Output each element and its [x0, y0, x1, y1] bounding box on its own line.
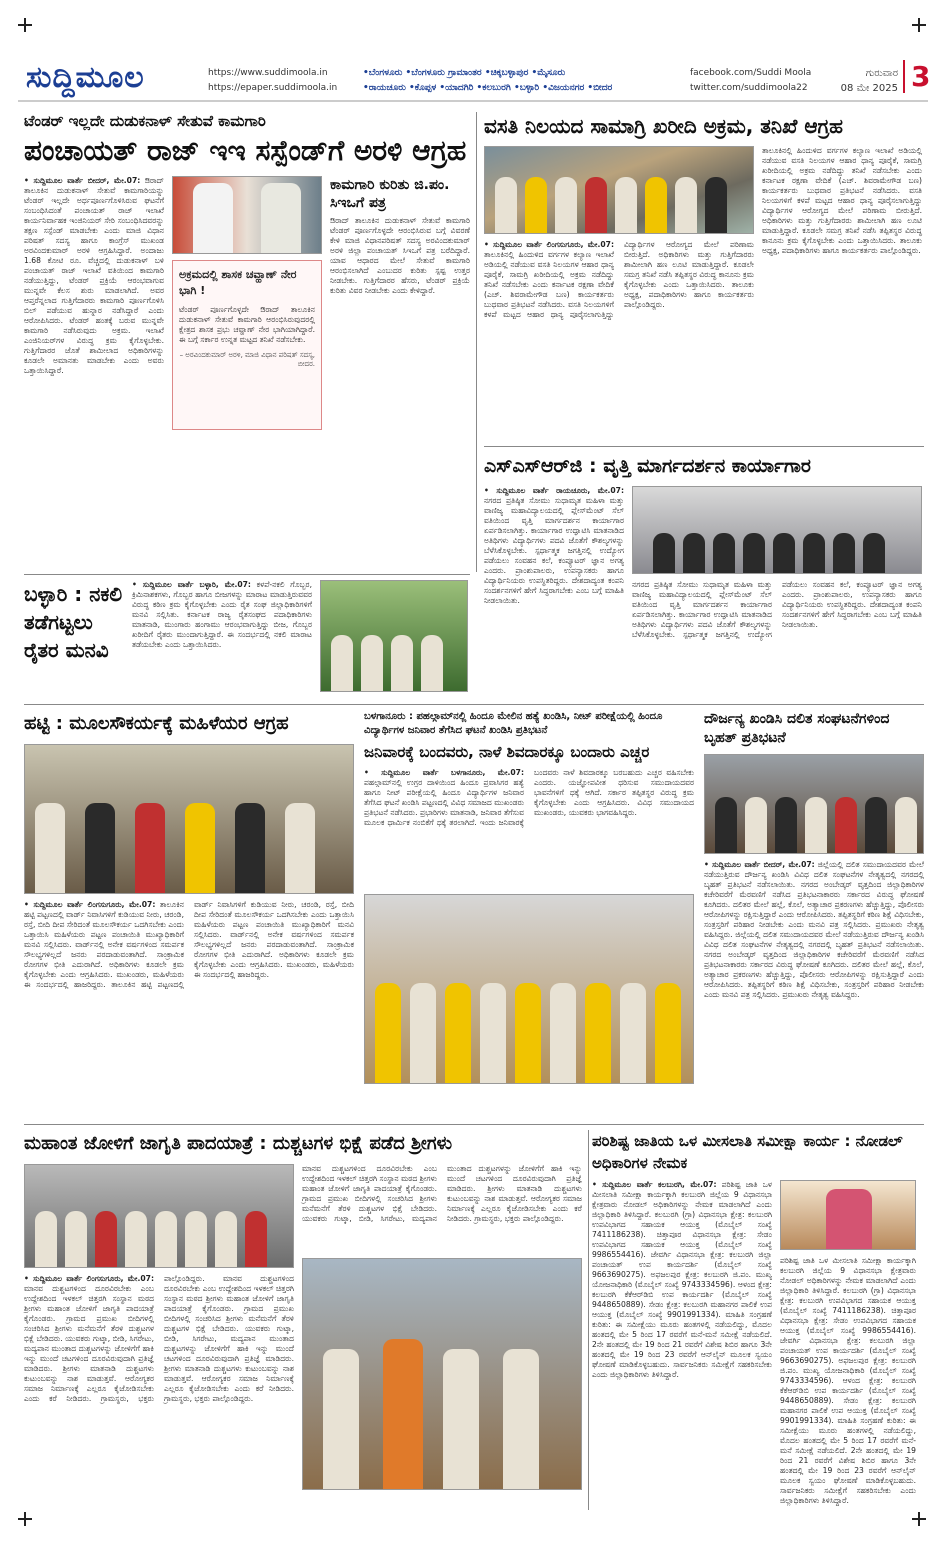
dateline: • ಸುದ್ದಿಮೂಲ ವಾರ್ತೆ ಲಿಂಗಸುಗೂರು, ಮೇ.07: — [484, 240, 614, 249]
left-block — [24, 1164, 294, 1490]
body-text-continued: ತಾಲೂಕಿನ ಹಟ್ಟಿ ಪಟ್ಟಣದಲ್ಲಿ ವಾರ್ಡ್ ನಿವಾಸಿಗಳಿಗೆ ಕುಡಿಯುವ ನೀರು, ಚರಂಡಿ, ರಸ್ತೆ, ಬೀದಿ ದೀಪ ಸೇರಿದಂತೆ ಮೂಲಸೌಕರ್ಯ ಒದಗಿಸಬೇಕು ಎಂದು ಒತ್ತಾಯಿಸಿ ಮಹಿಳೆಯರು ಪಟ್ಟಣ ಪಂಚಾಯಿತಿ ಮುಖ್ಯಾಧಿಕಾರಿಗೆ ಮನವಿ ಸಲ್ಲಿಸಿದರು. ವಾರ್ಡ್‌ನಲ್ಲಿ ಅನೇಕ ವರ್ಷಗಳಿಂದ ಸಮರ್ಪಕ ಸೌಲಭ್ಯಗಳಿಲ್ಲದೆ ಜನರು ಪರದಾಡುವಂತಾಗಿದೆ. ಸಾಂಕ್ರಾಮಿಕ ರೋಗಗಳ ಭೀತಿ ಎದುರಾಗಿದೆ. ಅಧಿಕಾರಿಗಳು ಕೂಡಲೇ ಕ್ರಮ ಕೈಗೊಳ್ಳಬೇಕು ಎಂದು ಆಗ್ರಹಿಸಿದರು. ಮುಖಂಡರು, ಮಹಿಳೆಯರು ಈ ಸಂದರ್ಭದಲ್ಲಿ ಹಾಜರಿದ್ದರು. — [111, 900, 354, 989]
body-text-continued: ಜಿಲ್ಲೆಯಲ್ಲಿ ದಲಿತ ಸಮುದಾಯದವರ ಮೇಲೆ ನಡೆಯುತ್ತಿರುವ ದೌರ್ಜನ್ಯ ಖಂಡಿಸಿ ವಿವಿಧ ದಲಿತ ಸಂಘಟನೆಗಳ ನೇತೃತ್ವದಲ್ಲಿ ನಗರದಲ್ಲಿ ಬೃಹತ್ ಪ್ರತಿಭಟನೆ ನಡೆಸಲಾಯಿತು. ನಗರದ ಅಂಬೇಡ್ಕರ್ ವೃತ್ತದಿಂದ ಜಿಲ್ಲಾಧಿಕಾರಿಗಳ ಕಚೇರಿವರೆಗೆ ಮೆರವಣಿಗೆ ನಡೆಸಿದ ಪ್ರತಿಭಟನಾಕಾರರು ಸರ್ಕಾರದ ವಿರುದ್ಧ ಘೋಷಣೆ ಕೂಗಿದರು. ದಲಿತರ ಮೇಲೆ ಹಲ್ಲೆ, ಕೊಲೆ, ಅತ್ಯಾಚಾರ ಪ್ರಕರಣಗಳು ಹೆಚ್ಚುತ್ತಿದ್ದು, ಪೊಲೀಸರು ಆರೋಪಿಗಳನ್ನು ರಕ್ಷಿಸುತ್ತಿದ್ದಾರೆ ಎಂದು ಆರೋಪಿಸಿದರು. ತಪ್ಪಿತಸ್ಥರಿಗೆ ಕಠಿಣ ಶಿಕ್ಷೆ ವಿಧಿಸಬೇಕು, ಸಂತ್ರಸ್ತರಿಗೆ ಪರಿಹಾರ ನೀಡಬೇಕು ಎಂದು ಮನವಿ ಪತ್ರ ಸಲ್ಲಿಸಿದರು. ಪ್ರಮುಖರು ನೇತೃತ್ವ ವಹಿಸಿದ್ದರು. — [704, 930, 924, 999]
section-rule — [484, 446, 924, 447]
dateline: • ಸುದ್ದಿಮೂಲ ವಾರ್ತೆ ಬೀದರ್, ಮೇ.07: — [704, 860, 815, 869]
body-text-continued: ಪರಿಶಿಷ್ಟ ಜಾತಿ ಒಳ ಮೀಸಲಾತಿ ಸಮೀಕ್ಷಾ ಕಾರ್ಯಕ್ಕಾಗಿ ಕಲಬುರಗಿ ಜಿಲ್ಲೆಯ 9 ವಿಧಾನಸಭಾ ಕ್ಷೇತ್ರವಾರು ನೋಡಲ್ ಅಧಿಕಾರಿಗಳನ್ನು ನೇಮಕ ಮಾಡಲಾಗಿದೆ ಎಂದು ಜಿಲ್ಲಾಧಿಕಾರಿ ತಿಳಿಸಿದ್ದಾರೆ. ಕಲಬುರಗಿ (ಗ್ರಾ) ವಿಧಾನಸಭಾ ಕ್ಷೇತ್ರ: ಕಲಬುರಗಿ ಉಪವಿಭಾಗದ ಸಹಾಯಕ ಆಯುಕ್ತ (ಮೊಬೈಲ್ ಸಂಖ್ಯೆ 7411186238). ಚಿತ್ತಾಪೂರ ವಿಧಾನಸಭಾ ಕ್ಷೇತ್ರ: ಸೇಡಂ ಉಪವಿಭಾಗದ ಸಹಾಯಕ ಆಯುಕ್ತ (ಮೊಬೈಲ್ ಸಂಖ್ಯೆ 9986554416). ಜೇವರ್ಗಿ ವಿಧಾನಸಭಾ ಕ್ಷೇತ್ರ: ಕಲಬುರಗಿ ಜಿಲ್ಲಾ ಪಂಚಾಯತ್ ಉಪ ಕಾರ್ಯದರ್ಶಿ (ಮೊಬೈಲ್ ಸಂಖ್ಯೆ 9663690275). ಅಫಜಲಪುರ ಕ್ಷೇತ್ರ: ಕಲಬುರಗಿ ಜಿ.ಪಂ. ಮುಖ್ಯ ಯೋಜನಾಧಿಕಾರಿ (ಮೊಬೈಲ್ ಸಂಖ್ಯೆ 9743334596). ಆಳಂದ ಕ್ಷೇತ್ರ: ಕಲಬುರಗಿ ಕೆಕೆಆರ್‌ಡಿಬಿ ಉಪ ಕಾರ್ಯದರ್ಶಿ (ಮೊಬೈಲ್ ಸಂಖ್ಯೆ 9448650889). ಸೇಡಂ ಕ್ಷೇತ್ರ: ಕಲಬುರಗಿ ಮಹಾನಗರ ಪಾಲಿಕೆ ಉಪ ಆಯುಕ್ತ (ಮೊಬೈಲ್ ಸಂಖ್ಯೆ 9901991334). ಮಾಹಿತಿ ಸಂಗ್ರಹಣೆ ಕುರಿತು: ಈ ಸಮೀಕ್ಷೆಯು ಮೂರು ಹಂತಗಳಲ್ಲಿ ನಡೆಯಲಿದ್ದು, ಮೊದಲ ಹಂತದಲ್ಲಿ ಮೇ 5 ರಿಂದ 17 ರವರೆಗೆ ಮನೆ-ಮನೆ ಸಮೀಕ್ಷೆ ನಡೆಯಲಿದೆ. 2ನೇ ಹಂತದಲ್ಲಿ ಮೇ 19 ರಿಂದ 21 ರವರೆಗೆ ವಿಶೇಷ ಶಿಬಿರ ಹಾಗೂ 3ನೇ ಹಂತದಲ್ಲಿ ಮೇ 19 ರಿಂದ 23 ರವರೆಗೆ ಆನ್‌ಲೈನ್ ಮೂಲಕ ಸ್ವಯಂ ಘೋಷಣೆ ಮಾಡಿಕೊಳ್ಳಬಹುದು. ಸಾರ್ವಜನಿಕರು ಸಮೀಕ್ಷೆಗೆ ಸಹಕರಿಸಬೇಕು ಎಂದು ಜಿಲ್ಲಾಧಿಕಾರಿಗಳು ತಿಳಿಸಿದ್ದಾರೆ. — [780, 1256, 916, 1505]
body-text-continued: ಮಾನವ ದುಶ್ಚಟಗಳಿಂದ ದೂರವಿರಬೇಕು ಎಂಬ ಉದ್ದೇಶದಿಂದ ಇಳಕಲ್ ಚಿತ್ತರಗಿ ಸಂಸ್ಥಾನ ಮಠದ ಶ್ರೀಗಳು ಮಹಾಂತ ಜೋಳಿಗೆ ಜಾಗೃತಿ ಪಾದಯಾತ್ರೆ ಕೈಗೊಂಡರು. ಗ್ರಾಮದ ಪ್ರಮುಖ ಬೀದಿಗಳಲ್ಲಿ ಸಂಚರಿಸಿದ ಶ್ರೀಗಳು ಮನೆಮನೆಗೆ ತೆರಳಿ ದುಶ್ಚಟಗಳ ಭಿಕ್ಷೆ ಬೇಡಿದರು. ಯುವಕರು ಗುಟ್ಕಾ, ಬೀಡಿ, ಸಿಗರೇಟು, ಮದ್ಯಪಾನ ಮುಂತಾದ ದುಶ್ಚಟಗಳನ್ನು ಜೋಳಿಗೆಗೆ ಹಾಕಿ ಇನ್ನು ಮುಂದೆ ಚಟಗಳಿಂದ ದೂರವಿರುವುದಾಗಿ ಪ್ರತಿಜ್ಞೆ ಮಾಡಿದರು. ಶ್ರೀಗಳು ಮಾತನಾಡಿ ದುಶ್ಚಟಗಳು ಕುಟುಂಬವನ್ನು ನಾಶ ಮಾಡುತ್ತವೆ. ಆರೋಗ್ಯಕರ ಸಮಾಜ ನಿರ್ಮಾಣಕ್ಕೆ ಎಲ್ಲರೂ ಕೈಜೋಡಿಸಬೇಕು ಎಂದು ಕರೆ ನೀಡಿದರು. ಗ್ರಾಮಸ್ಥರು, ಭಕ್ತರು ಪಾಲ್ಗೊಂಡಿದ್ದರು. — [164, 1274, 294, 1403]
body-text-continued: ನಗರದ ಪ್ರತಿಷ್ಠಿತ ಸೋಮು ಸುಧಾಮೃತ ಮಹಿಳಾ ಮತ್ತು ವಾಣಿಜ್ಯ ಮಹಾವಿದ್ಯಾಲಯದಲ್ಲಿ ಪ್ಲೇಸ್‌ಮೆಂಟ್ ಸೆಲ್ ವತಿಯಿಂದ ವೃತ್ತಿ ಮಾರ್ಗದರ್ಶನ ಕಾರ್ಯಾಗಾರ ಏರ್ಪಡಿಸಲಾಗಿತ್ತು. ಕಾರ್ಯಾಗಾರ ಉದ್ಘಾಟಿಸಿ ಮಾತನಾಡಿದ ಅತಿಥಿಗಳು ವಿದ್ಯಾರ್ಥಿಗಳು ಪದವಿ ಜೊತೆಗೆ ಕೌಶಲ್ಯಗಳನ್ನು ಬೆಳೆಸಿಕೊಳ್ಳಬೇಕು. ಸ್ಪರ್ಧಾತ್ಮಕ ಜಗತ್ತಿನಲ್ಲಿ ಉದ್ಯೋಗ ಪಡೆಯಲು ಸಂವಹನ ಕಲೆ, ಕಂಪ್ಯೂಟರ್ ಜ್ಞಾನ ಅಗತ್ಯ ಎಂದರು. ಪ್ರಾಂಶುಪಾಲರು, ಉಪನ್ಯಾಸಕರು ಹಾಗೂ ವಿದ್ಯಾರ್ಥಿನಿಯರು ಉಪಸ್ಥಿತರಿದ್ದರು. ದೇಶದಾದ್ಯಂತ ಕಂಪನಿ ಸಂದರ್ಶನಗಳಿಗೆ ಹೇಗೆ ಸಿದ್ಧರಾಗಬೇಕು ಎಂಬ ಬಗ್ಗೆ ಮಾಹಿತಿ ನೀಡಲಾಯಿತು. — [632, 580, 922, 639]
section-rule — [24, 704, 924, 705]
epaper-link[interactable]: https://epaper.suddimoola.in — [208, 83, 338, 93]
story-headline: ವಸತಿ ನಿಲಯದ ಸಾಮಾಗ್ರಿ ಖರೀದಿ ಅಕ್ರಮ, ತನಿಖೆ ಆಗ್ರಹ — [484, 114, 844, 138]
story-headline: ಬಳ್ಳಾರಿ : ನಕಲಿ ತಡೆಗಟ್ಟಲು ರೈತರ ಮನವಿ — [24, 582, 123, 662]
dateline: • ಸುದ್ದಿಮೂಲ ವಾರ್ತೆ ಲಿಂಗಸುಗೂರು, ಮೇ.07: — [24, 900, 156, 909]
section-rule — [24, 1124, 924, 1125]
twitter-link[interactable]: twitter.com/suddimoola22 — [690, 83, 808, 93]
box-headline: ಅಕ್ರಮದಲ್ಲಿ ಶಾಸಕ ಚವ್ಹಾಣ್ ನೇರ ಭಾಗಿ ! — [179, 268, 297, 297]
swamiji-photo — [302, 1258, 582, 1490]
story-fake-seeds — [24, 580, 470, 700]
body-text: ತಾಲೂಕಿನಲ್ಲಿ ಹಿಂದುಳಿದ ವರ್ಗಗಳ ಕಲ್ಯಾಣ ಇಲಾಖೆ ಅಡಿಯಲ್ಲಿ ನಡೆಯುವ ವಸತಿ ನಿಲಯಗಳ ಆಹಾರ ಧಾನ್ಯ ಪೂರೈಕೆ, ಸಾಮಗ್ರಿ ಖರೀದಿಯಲ್ಲಿ ಅಕ್ರಮ ನಡೆದಿದ್ದು ತನಿಖೆ ನಡೆಸಬೇಕು ಎಂದು ಕರ್ನಾಟಕ ರಕ್ಷಣಾ ವೇದಿಕೆ (ಎಚ್. ಶಿವರಾಮೇಗೌಡ ಬಣ) ಕಾರ್ಯಕರ್ತರು ಬುಧವಾರ ಪ್ರತಿಭಟನೆ ನಡೆಸಿದರು. ವಸತಿ ನಿಲಯಗಳಿಗೆ ಕಳಪೆ ಮಟ್ಟದ ಆಹಾರ ಧಾನ್ಯ ಪೂರೈಸಲಾಗುತ್ತಿದ್ದು ವಿದ್ಯಾರ್ಥಿಗಳ ಆರೋಗ್ಯದ ಮೇಲೆ ಪರಿಣಾಮ ಬೀರುತ್ತಿದೆ. ಅಧಿಕಾರಿಗಳು ಮತ್ತು ಗುತ್ತಿಗೆದಾರರು ಶಾಮೀಲಾಗಿ ಹಣ ಲೂಟಿ ಮಾಡುತ್ತಿದ್ದಾರೆ. ಕೂಡಲೇ ಸಮಗ್ರ ತನಿಖೆ ನಡೆಸಿ ತಪ್ಪಿತಸ್ಥರ ವಿರುದ್ಧ ಕಾನೂನು ಕ್ರಮ ಕೈಗೊಳ್ಳಬೇಕು ಎಂದು ಒತ್ತಾಯಿಸಿದರು. ತಾಲೂಕು ಅಧ್ಯಕ್ಷ, ಪದಾಧಿಕಾರಿಗಳು ಹಾಗೂ ಕಾರ್ಯಕರ್ತರು ಪಾಲ್ಗೊಂಡಿದ್ದರು. — [484, 240, 754, 319]
registration-mark-top-right — [912, 18, 926, 32]
story-headline: ಪರಿಶಿಷ್ಟ ಜಾತಿಯ ಒಳ ಮೀಸಲಾತಿ ಸಮೀಕ್ಷಾ ಕಾರ್ಯ : ನೋಡಲ್ ಅಧಿಕಾರಿಗಳ ನೇಮಕ — [592, 1132, 903, 1172]
body-text: ಕಳಪೆ-ನಕಲಿ ಗೊಬ್ಬರ, ಕ್ರಿಮಿನಾಶಕಗಳು, ಗೊಬ್ಬರ ಹಾಗೂ ಬೀಜಗಳನ್ನು ಮಾರಾಟ ಮಾಡುತ್ತಿರುವವರ ವಿರುದ್ಧ ಕಠಿಣ ಕ್ರಮ ಕೈಗೊಳ್ಳಬೇಕು ಎಂದು ರೈತ ಸಂಘ ಜಿಲ್ಲಾಧಿಕಾರಿಗಳಿಗೆ ಮನವಿ ಸಲ್ಲಿಸಿತು. ಕರ್ನಾಟಕ ರಾಜ್ಯ ರೈತಸಂಘದ ಪದಾಧಿಕಾರಿಗಳು ಮಾತನಾಡಿ, ಮುಂಗಾರು ಹಂಗಾಮು ಆರಂಭವಾಗುತ್ತಿದ್ದು ಬೀಜ, ಗೊಬ್ಬರ ಖರೀದಿಗೆ ರೈತರು ಮುಂದಾಗುತ್ತಿದ್ದಾರೆ. ಈ ಸಂದರ್ಭದಲ್ಲಿ ನಕಲಿ ಮಾರಾಟ ತಡೆಯಬೇಕು ಎಂದು ಒತ್ತಾಯಿಸಿದರು. — [132, 580, 312, 649]
district-line-2: •ರಾಯಚೂರು •ಕೊಪ್ಪಳ •ಯಾದಗಿರಿ •ಕಲಬುರಗಿ •ಬಳ್ಳಾರಿ •ವಿಜಯನಗರ •ಬೀದರ — [363, 83, 613, 93]
story-headline: ಎಸ್‌ಎಸ್‌ಆರ್‌ಜಿ : ವೃತ್ತಿ ಮಾರ್ಗದರ್ಶನ ಕಾರ್ಯಾಗಾರ — [484, 455, 811, 477]
district-line-1: •ಬೆಂಗಳೂರು •ಬೆಂಗಳೂರು ಗ್ರಾಮಾಂತರ •ಚಿಕ್ಕಬಳ್ಳಾಪುರ •ಮೈಸೂರು — [363, 68, 566, 78]
newspaper-logo: ಸುದ್ದಿಮೂಲ — [26, 60, 145, 95]
social-links — [690, 66, 811, 96]
dateline: • ಸುದ್ದಿಮೂಲ ವಾರ್ತೆ ಕಲಬುರಗಿ, ಮೇ.07: — [592, 1180, 717, 1189]
column-rule — [476, 112, 477, 572]
right-block — [632, 486, 922, 696]
body-text: ಪರಿಶಿಷ್ಟ ಜಾತಿ ಒಳ ಮೀಸಲಾತಿ ಸಮೀಕ್ಷಾ ಕಾರ್ಯಕ್ಕಾಗಿ ಕಲಬುರಗಿ ಜಿಲ್ಲೆಯ 9 ವಿಧಾನಸಭಾ ಕ್ಷೇತ್ರವಾರು ನೋಡಲ್ ಅಧಿಕಾರಿಗಳನ್ನು ನೇಮಕ ಮಾಡಲಾಗಿದೆ ಎಂದು ಜಿಲ್ಲಾಧಿಕಾರಿ ತಿಳಿಸಿದ್ದಾರೆ. ಕಲಬುರಗಿ (ಗ್ರಾ) ವಿಧಾನಸಭಾ ಕ್ಷೇತ್ರ: ಕಲಬುರಗಿ ಉಪವಿಭಾಗದ ಸಹಾಯಕ ಆಯುಕ್ತ (ಮೊಬೈಲ್ ಸಂಖ್ಯೆ 7411186238). ಚಿತ್ತಾಪೂರ ವಿಧಾನಸಭಾ ಕ್ಷೇತ್ರ: ಸೇಡಂ ಉಪವಿಭಾಗದ ಸಹಾಯಕ ಆಯುಕ್ತ (ಮೊಬೈಲ್ ಸಂಖ್ಯೆ 9986554416). ಜೇವರ್ಗಿ ವಿಧಾನಸಭಾ ಕ್ಷೇತ್ರ: ಕಲಬುರಗಿ ಜಿಲ್ಲಾ ಪಂಚಾಯತ್ ಉಪ ಕಾರ್ಯದರ್ಶಿ (ಮೊಬೈಲ್ ಸಂಖ್ಯೆ 9663690275). ಅಫಜಲಪುರ ಕ್ಷೇತ್ರ: ಕಲಬುರಗಿ ಜಿ.ಪಂ. ಮುಖ್ಯ ಯೋಜನಾಧಿಕಾರಿ (ಮೊಬೈಲ್ ಸಂಖ್ಯೆ 9743334596). ಆಳಂದ ಕ್ಷೇತ್ರ: ಕಲಬುರಗಿ ಕೆಕೆಆರ್‌ಡಿಬಿ ಉಪ ಕಾರ್ಯದರ್ಶಿ (ಮೊಬೈಲ್ ಸಂಖ್ಯೆ 9448650889). ಸೇಡಂ ಕ್ಷೇತ್ರ: ಕಲಬುರಗಿ ಮಹಾನಗರ ಪಾಲಿಕೆ ಉಪ ಆಯುಕ್ತ (ಮೊಬೈಲ್ ಸಂಖ್ಯೆ 9901991334). ಮಾಹಿತಿ ಸಂಗ್ರಹಣೆ ಕುರಿತು: ಈ ಸಮೀಕ್ಷೆಯು ಮೂರು ಹಂತಗಳಲ್ಲಿ ನಡೆಯಲಿದ್ದು, ಮೊದಲ ಹಂತದಲ್ಲಿ ಮೇ 5 ರಿಂದ 17 ರವರೆಗೆ ಮನೆ-ಮನೆ ಸಮೀಕ್ಷೆ ನಡೆಯಲಿದೆ. 2ನೇ ಹಂತದಲ್ಲಿ ಮೇ 19 ರಿಂದ 21 ರವರೆಗೆ ವಿಶೇಷ ಶಿಬಿರ ಹಾಗೂ 3ನೇ ಹಂತದಲ್ಲಿ ಮೇ 19 ರಿಂದ 23 ರವರೆಗೆ ಆನ್‌ಲೈನ್ ಮೂಲಕ ಸ್ವಯಂ ಘೋಷಣೆ ಮಾಡಿಕೊಳ್ಳಬಹುದು. ಸಾರ್ವಜನಿಕರು ಸಮೀಕ್ಷೆಗೆ ಸಹಕರಿಸಬೇಕು ಎಂದು ಜಿಲ್ಲಾಧಿಕಾರಿಗಳು ತಿಳಿಸಿದ್ದಾರೆ. — [592, 1180, 772, 1379]
protest-photo — [484, 146, 754, 234]
story-mahanta-padayatra — [24, 1130, 584, 1515]
right-block — [780, 1180, 916, 1505]
body-text: ಔರಾದ್ ತಾಲೂಕಿನ ದುಡುಕನಾಳ್ ಸೇತುವೆ ಕಾಮಗಾರಿಯನ್ನು ಟೆಂಡರ್ ಇಲ್ಲದೇ ಅರ್ಧಪೂರ್ಣಗೊಳಿಸಿರುವ ಘಟನೆಗೆ ಸಂಬಂಧಿಸಿದಂತೆ ಪಂಚಾಯತ್ ರಾಜ್ ಇಲಾಖೆ ಕಾರ್ಯನಿರ್ವಾಹಕ ಇಂಜಿನಿಯರ್ ಸೇರಿ ಸಂಬಂಧಿಸಿದವರನ್ನು ತಕ್ಷಣ ಸಸ್ಪೆಂಡ್ ಮಾಡಬೇಕು ಎಂದು ಮಾಜಿ ವಿಧಾನ ಪರಿಷತ್ ಸದಸ್ಯ ಹಾಗೂ ಕಾಂಗ್ರೆಸ್ ಮುಖಂಡ ಅರವಿಂದಕುಮಾರ್ ಅರಳಿ ಆಗ್ರಹಿಸಿದ್ದಾರೆ. ಅಂದಾಜು 1.68 ಕೋಟಿ ರೂ. ವೆಚ್ಚದಲ್ಲಿ ದುಡುಕನಾಳ್ ಬಳಿ ಪಂಚಾಯತ್ ರಾಜ್ ಇಲಾಖೆ ವತಿಯಿಂದ ಕಾಮಗಾರಿ ನಡೆಯುತ್ತಿದ್ದು, ಟೆಂಡರ್ ಪ್ರಕ್ರಿಯೆ ಆರಂಭವಾಗುವ ಮುನ್ನವೇ ಕೆಲಸ ಶುರು ಮಾಡಲಾಗಿದೆ. ಅವರ ಆಪ್ತರೆನ್ನಲಾದ ಗುತ್ತಿಗೆದಾರರು ಕಾಮಗಾರಿ ಪೂರ್ಣಗೊಳಿಸಿ ಬಿಲ್ ಪಡೆಯುವ ಹುನ್ನಾರ ನಡೆಸಿದ್ದಾರೆ ಎಂದು ಆರೋಪಿಸಿದರು. ಟೆಂಡರ್ ಹಂತಕ್ಕೆ ಬರುವ ಮುನ್ನವೇ ಕಾಮಗಾರಿ ನಡೆಸಿರುವುದು ಅಕ್ರಮ. ಇಲಾಖೆ ಎಂಜಿನಿಯರ್‌ಗಳ ವಿರುದ್ಧ ಕ್ರಮ ಕೈಗೊಳ್ಳಬೇಕು. ಗುತ್ತಿಗೆದಾರರ ಜೊತೆ ಶಾಮೀಲಾದ ಅಧಿಕಾರಿಗಳನ್ನು ಕೂಡಲೇ ಅಮಾನತು ಮಾಡಬೇಕು ಎಂದು ಅವರು ಒತ್ತಾಯಿಸಿದ್ದಾರೆ. — [24, 176, 164, 375]
left-block — [484, 146, 754, 436]
masthead — [18, 58, 931, 102]
story-body — [24, 1274, 294, 1488]
column-rule — [588, 1130, 589, 1510]
story-hostel-purchase — [484, 112, 924, 442]
padayatra-group-photo — [24, 1164, 294, 1268]
body-text-continued: ಮಾನವ ದುಶ್ಚಟಗಳಿಂದ ದೂರವಿರಬೇಕು ಎಂಬ ಉದ್ದೇಶದಿಂದ ಇಳಕಲ್ ಚಿತ್ತರಗಿ ಸಂಸ್ಥಾನ ಮಠದ ಶ್ರೀಗಳು ಮಹಾಂತ ಜೋಳಿಗೆ ಜಾಗೃತಿ ಪಾದಯಾತ್ರೆ ಕೈಗೊಂಡರು. ಗ್ರಾಮದ ಪ್ರಮುಖ ಬೀದಿಗಳಲ್ಲಿ ಸಂಚರಿಸಿದ ಶ್ರೀಗಳು ಮನೆಮನೆಗೆ ತೆರಳಿ ದುಶ್ಚಟಗಳ ಭಿಕ್ಷೆ ಬೇಡಿದರು. ಯುವಕರು ಗುಟ್ಕಾ, ಬೀಡಿ, ಸಿಗರೇಟು, ಮದ್ಯಪಾನ ಮುಂತಾದ ದುಶ್ಚಟಗಳನ್ನು ಜೋಳಿಗೆಗೆ ಹಾಕಿ ಇನ್ನು ಮುಂದೆ ಚಟಗಳಿಂದ ದೂರವಿರುವುದಾಗಿ ಪ್ರತಿಜ್ಞೆ ಮಾಡಿದರು. ಶ್ರೀಗಳು ಮಾತನಾಡಿ ದುಶ್ಚಟಗಳು ಕುಟುಂಬವನ್ನು ನಾಶ ಮಾಡುತ್ತವೆ. ಆರೋಗ್ಯಕರ ಸಮಾಜ ನಿರ್ಮಾಣಕ್ಕೆ ಎಲ್ಲರೂ ಕೈಜೋಡಿಸಬೇಕು ಎಂದು ಕರೆ ನೀಡಿದರು. ಗ್ರಾಮಸ್ಥರು, ಭಕ್ತರು ಪಾಲ್ಗೊಂಡಿದ್ದರು. — [302, 1164, 582, 1223]
story-body-continued — [632, 580, 922, 690]
workshop-photo — [632, 486, 922, 574]
body-text: ತಾಲೂಕಿನ ಹಟ್ಟಿ ಪಟ್ಟಣದಲ್ಲಿ ವಾರ್ಡ್ ನಿವಾಸಿಗಳಿಗೆ ಕುಡಿಯುವ ನೀರು, ಚರಂಡಿ, ರಸ್ತೆ, ಬೀದಿ ದೀಪ ಸೇರಿದಂತೆ ಮೂಲಸೌಕರ್ಯ ಒದಗಿಸಬೇಕು ಎಂದು ಒತ್ತಾಯಿಸಿ ಮಹಿಳೆಯರು ಪಟ್ಟಣ ಪಂಚಾಯಿತಿ ಮುಖ್ಯಾಧಿಕಾರಿಗೆ ಮನವಿ ಸಲ್ಲಿಸಿದರು. ವಾರ್ಡ್‌ನಲ್ಲಿ ಅನೇಕ ವರ್ಷಗಳಿಂದ ಸಮರ್ಪಕ ಸೌಲಭ್ಯಗಳಿಲ್ಲದೆ ಜನರು ಪರದಾಡುವಂತಾಗಿದೆ. ಸಾಂಕ್ರಾಮಿಕ ರೋಗಗಳ ಭೀತಿ ಎದುರಾಗಿದೆ. ಅಧಿಕಾರಿಗಳು ಕೂಡಲೇ ಕ್ರಮ ಕೈಗೊಳ್ಳಬೇಕು ಎಂದು ಆಗ್ರಹಿಸಿದರು. ಮುಖಂಡರು, ಮಹಿಳೆಯರು ಈ ಸಂದರ್ಭದಲ್ಲಿ ಹಾಜರಿದ್ದರು. — [24, 900, 184, 989]
inset-body: ಔರಾದ್ ತಾಲೂಕಿನ ದುಡುಕನಾಳ್ ಸೇತುವೆ ಕಾಮಗಾರಿ ಟೆಂಡರ್ ಪೂರ್ಣಗೊಳ್ಳದೇ ಆರಂಭಿಸಿರುವ ಬಗ್ಗೆ ವಿವರಣೆ ಕೇಳಿ ಮಾಜಿ ವಿಧಾನಪರಿಷತ್ ಸದಸ್ಯ ಅರವಿಂದಕುಮಾರ್ ಅರಳಿ ಜಿಲ್ಲಾ ಪಂಚಾಯತ್ ಸಿಇಒಗೆ ಪತ್ರ ಬರೆದಿದ್ದಾರೆ. ಯಾವ ಆಧಾರದ ಮೇಲೆ ಸೇತುವೆ ಕಾಮಗಾರಿ ಆರಂಭಿಸಲಾಗಿದೆ ಎಂಬುದರ ಕುರಿತು ಸ್ಪಷ್ಟ ಉತ್ತರ ನೀಡಬೇಕು. ಗುತ್ತಿಗೆದಾರರ ಹೆಸರು, ಟೆಂಡರ್ ಪ್ರಕ್ರಿಯೆ ಕುರಿತು ವಿವರ ನೀಡಬೇಕು ಎಂದು ಕೇಳಿದ್ದಾರೆ. — [330, 216, 470, 295]
story-body-continued — [780, 1256, 916, 1505]
story-body — [704, 860, 924, 1116]
section-rule — [24, 574, 470, 575]
story-body — [484, 240, 754, 434]
janivara-protest-photo — [364, 894, 694, 1084]
official-portrait-photo — [780, 1180, 916, 1250]
body-text: ಜಿಲ್ಲೆಯಲ್ಲಿ ದಲಿತ ಸಮುದಾಯದವರ ಮೇಲೆ ನಡೆಯುತ್ತಿರುವ ದೌರ್ಜನ್ಯ ಖಂಡಿಸಿ ವಿವಿಧ ದಲಿತ ಸಂಘಟನೆಗಳ ನೇತೃತ್ವದಲ್ಲಿ ನಗರದಲ್ಲಿ ಬೃಹತ್ ಪ್ರತಿಭಟನೆ ನಡೆಸಲಾಯಿತು. ನಗರದ ಅಂಬೇಡ್ಕರ್ ವೃತ್ತದಿಂದ ಜಿಲ್ಲಾಧಿಕಾರಿಗಳ ಕಚೇರಿವರೆಗೆ ಮೆರವಣಿಗೆ ನಡೆಸಿದ ಪ್ರತಿಭಟನಾಕಾರರು ಸರ್ಕಾರದ ವಿರುದ್ಧ ಘೋಷಣೆ ಕೂಗಿದರು. ದಲಿತರ ಮೇಲೆ ಹಲ್ಲೆ, ಕೊಲೆ, ಅತ್ಯಾಚಾರ ಪ್ರಕರಣಗಳು ಹೆಚ್ಚುತ್ತಿದ್ದು, ಪೊಲೀಸರು ಆರೋಪಿಗಳನ್ನು ರಕ್ಷಿಸುತ್ತಿದ್ದಾರೆ ಎಂದು ಆರೋಪಿಸಿದರು. ತಪ್ಪಿತಸ್ಥರಿಗೆ ಕಠಿಣ ಶಿಕ್ಷೆ ವಿಧಿಸಬೇಕು, ಸಂತ್ರಸ್ತರಿಗೆ ಪರಿಹಾರ ನೀಡಬೇಕು ಎಂದು ಮನವಿ ಪತ್ರ ಸಲ್ಲಿಸಿದರು. ಪ್ರಮುಖರು ನೇತೃತ್ವ ವಹಿಸಿದ್ದರು. — [704, 860, 924, 939]
dalit-rally-photo — [704, 754, 924, 854]
web-links — [208, 66, 337, 96]
story-headline: ಪಂಚಾಯತ್ ರಾಜ್ ಇಇ ಸಸ್ಪೆಂಡ್‌ಗೆ ಅರಳಿ ಆಗ್ರಹ — [24, 134, 467, 167]
story-body-continued — [302, 1164, 582, 1252]
dateline: • ಸುದ್ದಿಮೂಲ ವಾರ್ತೆ ಲಿಂಗಸುಗೂರು, ಮೇ.07: — [24, 1274, 154, 1283]
story-sc-survey — [592, 1130, 924, 1515]
dateline: • ಸುದ್ದಿಮೂಲ ವಾರ್ತೆ ಬಳಗಾನೂರು, ಮೇ.07: — [364, 768, 524, 777]
story-body — [484, 486, 624, 696]
story-body-continued — [762, 146, 922, 436]
registration-mark-top-left — [18, 18, 32, 32]
women-memorandum-photo — [24, 744, 354, 894]
right-block — [302, 1164, 582, 1490]
dateline: • ಸುದ್ದಿಮೂಲ ವಾರ್ತೆ ಬಳ್ಳಾರಿ, ಮೇ.07: — [132, 580, 251, 589]
inset-headline: ಕಾಮಗಾರಿ ಕುರಿತು ಜಿ.ಪಂ. ಸಿಇಒಗೆ ಪತ್ರ — [330, 177, 450, 211]
story-headline: ಹಟ್ಟಿ : ಮೂಲಸೌಕರ್ಯಕ್ಕೆ ಮಹಿಳೆಯರ ಆಗ್ರಹ — [24, 713, 289, 734]
story-kicker: ಟೆಂಡರ್ ಇಲ್ಲದೇ ದುಡುಕನಾಳ್ ಸೇತುವೆ ಕಾಮಗಾರಿ — [24, 112, 266, 130]
story-body — [132, 580, 312, 692]
dateline: • ಸುದ್ದಿಮೂಲ ವಾರ್ತೆ ಬೀದರ್, ಮೇ.07: — [24, 176, 141, 185]
story-career-workshop — [484, 452, 924, 702]
box-attribution: – ಅರವಿಂದಕುಮಾರ್ ಅರಳಿ, ಮಾಜಿ ವಿಧಾನ ಪರಿಷತ್ ಸದಸ್ಯ, ಬೀದರ. — [179, 351, 315, 368]
district-list — [363, 66, 683, 96]
story-headline: ಜನಿವಾರಕ್ಕೆ ಬಂದವರು, ನಾಳೆ ಶಿವದಾರಕ್ಕೂ ಬಂದಾರು ಎಚ್ಚರ — [364, 743, 650, 761]
story-dalit-protest — [704, 710, 924, 1120]
issue-date — [818, 66, 898, 96]
farmers-photo — [320, 580, 468, 692]
story-hatti-women — [24, 710, 354, 1120]
website-link[interactable]: https://www.suddimoola.in — [208, 68, 328, 78]
story-tender-bridge — [24, 112, 470, 570]
sidebar-box — [172, 260, 322, 430]
body-text-continued: ತಾಲೂಕಿನಲ್ಲಿ ಹಿಂದುಳಿದ ವರ್ಗಗಳ ಕಲ್ಯಾಣ ಇಲಾಖೆ ಅಡಿಯಲ್ಲಿ ನಡೆಯುವ ವಸತಿ ನಿಲಯಗಳ ಆಹಾರ ಧಾನ್ಯ ಪೂರೈಕೆ, ಸಾಮಗ್ರಿ ಖರೀದಿಯಲ್ಲಿ ಅಕ್ರಮ ನಡೆದಿದ್ದು ತನಿಖೆ ನಡೆಸಬೇಕು ಎಂದು ಕರ್ನಾಟಕ ರಕ್ಷಣಾ ವೇದಿಕೆ (ಎಚ್. ಶಿವರಾಮೇಗೌಡ ಬಣ) ಕಾರ್ಯಕರ್ತರು ಬುಧವಾರ ಪ್ರತಿಭಟನೆ ನಡೆಸಿದರು. ವಸತಿ ನಿಲಯಗಳಿಗೆ ಕಳಪೆ ಮಟ್ಟದ ಆಹಾರ ಧಾನ್ಯ ಪೂರೈಸಲಾಗುತ್ತಿದ್ದು ವಿದ್ಯಾರ್ಥಿಗಳ ಆರೋಗ್ಯದ ಮೇಲೆ ಪರಿಣಾಮ ಬೀರುತ್ತಿದೆ. ಅಧಿಕಾರಿಗಳು ಮತ್ತು ಗುತ್ತಿಗೆದಾರರು ಶಾಮೀಲಾಗಿ ಹಣ ಲೂಟಿ ಮಾಡುತ್ತಿದ್ದಾರೆ. ಕೂಡಲೇ ಸಮಗ್ರ ತನಿಖೆ ನಡೆಸಿ ತಪ್ಪಿತಸ್ಥರ ವಿರುದ್ಧ ಕಾನೂನು ಕ್ರಮ ಕೈಗೊಳ್ಳಬೇಕು ಎಂದು ಒತ್ತಾಯಿಸಿದರು. ತಾಲೂಕು ಅಧ್ಯಕ್ಷ, ಪದಾಧಿಕಾರಿಗಳು ಹಾಗೂ ಕಾರ್ಯಕರ್ತರು ಪಾಲ್ಗೊಂಡಿದ್ದರು. — [762, 146, 922, 255]
story-body — [24, 176, 164, 566]
story-janivara-protest — [364, 710, 694, 1120]
story-body — [24, 900, 354, 1120]
story-headline: ಮಹಾಂತ ಜೋಳಿಗೆ ಜಾಗೃತಿ ಪಾದಯಾತ್ರೆ : ದುಶ್ಚಟಗಳ ಭಿಕ್ಷೆ ಪಡೆದ ಶ್ರೀಗಳು — [24, 1133, 453, 1154]
body-text: ಮಾನವ ದುಶ್ಚಟಗಳಿಂದ ದೂರವಿರಬೇಕು ಎಂಬ ಉದ್ದೇಶದಿಂದ ಇಳಕಲ್ ಚಿತ್ತರಗಿ ಸಂಸ್ಥಾನ ಮಠದ ಶ್ರೀಗಳು ಮಹಾಂತ ಜೋಳಿಗೆ ಜಾಗೃತಿ ಪಾದಯಾತ್ರೆ ಕೈಗೊಂಡರು. ಗ್ರಾಮದ ಪ್ರಮುಖ ಬೀದಿಗಳಲ್ಲಿ ಸಂಚರಿಸಿದ ಶ್ರೀಗಳು ಮನೆಮನೆಗೆ ತೆರಳಿ ದುಶ್ಚಟಗಳ ಭಿಕ್ಷೆ ಬೇಡಿದರು. ಯುವಕರು ಗುಟ್ಕಾ, ಬೀಡಿ, ಸಿಗರೇಟು, ಮದ್ಯಪಾನ ಮುಂತಾದ ದುಶ್ಚಟಗಳನ್ನು ಜೋಳಿಗೆಗೆ ಹಾಕಿ ಇನ್ನು ಮುಂದೆ ಚಟಗಳಿಂದ ದೂರವಿರುವುದಾಗಿ ಪ್ರತಿಜ್ಞೆ ಮಾಡಿದರು. ಶ್ರೀಗಳು ಮಾತನಾಡಿ ದುಶ್ಚಟಗಳು ಕುಟುಂಬವನ್ನು ನಾಶ ಮಾಡುತ್ತವೆ. ಆರೋಗ್ಯಕರ ಸಮಾಜ ನಿರ್ಮಾಣಕ್ಕೆ ಎಲ್ಲರೂ ಕೈಜೋಡಿಸಬೇಕು ಎಂದು ಕರೆ ನೀಡಿದರು. ಗ್ರಾಮಸ್ಥರು, ಭಕ್ತರು ಪಾಲ್ಗೊಂಡಿದ್ದರು. — [24, 1274, 205, 1403]
dateline: • ಸುದ್ದಿಮೂಲ ವಾರ್ತೆ ರಾಯಚೂರು, ಮೇ.07: — [484, 486, 624, 495]
body-text: ನಗರದ ಪ್ರತಿಷ್ಠಿತ ಸೋಮು ಸುಧಾಮೃತ ಮಹಿಳಾ ಮತ್ತು ವಾಣಿಜ್ಯ ಮಹಾವಿದ್ಯಾಲಯದಲ್ಲಿ ಪ್ಲೇಸ್‌ಮೆಂಟ್ ಸೆಲ್ ವತಿಯಿಂದ ವೃತ್ತಿ ಮಾರ್ಗದರ್ಶನ ಕಾರ್ಯಾಗಾರ ಏರ್ಪಡಿಸಲಾಗಿತ್ತು. ಕಾರ್ಯಾಗಾರ ಉದ್ಘಾಟಿಸಿ ಮಾತನಾಡಿದ ಅತಿಥಿಗಳು ವಿದ್ಯಾರ್ಥಿಗಳು ಪದವಿ ಜೊತೆಗೆ ಕೌಶಲ್ಯಗಳನ್ನು ಬೆಳೆಸಿಕೊಳ್ಳಬೇಕು. ಸ್ಪರ್ಧಾತ್ಮಕ ಜಗತ್ತಿನಲ್ಲಿ ಉದ್ಯೋಗ ಪಡೆಯಲು ಸಂವಹನ ಕಲೆ, ಕಂಪ್ಯೂಟರ್ ಜ್ಞಾನ ಅಗತ್ಯ ಎಂದರು. ಪ್ರಾಂಶುಪಾಲರು, ಉಪನ್ಯಾಸಕರು ಹಾಗೂ ವಿದ್ಯಾರ್ಥಿನಿಯರು ಉಪಸ್ಥಿತರಿದ್ದರು. ದೇಶದಾದ್ಯಂತ ಕಂಪನಿ ಸಂದರ್ಶನಗಳಿಗೆ ಹೇಗೆ ಸಿದ್ಧರಾಗಬೇಕು ಎಂಬ ಬಗ್ಗೆ ಮಾಹಿತಿ ನೀಡಲಾಯಿತು. — [484, 496, 624, 605]
page-number: 3 — [903, 60, 930, 93]
issue-day: ಗುರುವಾರ — [865, 68, 898, 79]
box-body: ಟೆಂಡರ್ ಪೂರ್ಣಗೊಳ್ಳದೇ ಔರಾದ್ ತಾಲೂಕಿನ ದುಡುಕನಾಳ್ ಸೇತುವೆ ಕಾಮಗಾರಿ ಆರಂಭಿಸಿರುವುದರಲ್ಲಿ ಕ್ಷೇತ್ರದ ಶಾಸಕ ಪ್ರಭು ಚವ್ಹಾಣ್ ನೇರ ಭಾಗಿಯಾಗಿದ್ದಾರೆ. ಈ ಬಗ್ಗೆ ಸರ್ಕಾರ ಉನ್ನತ ಮಟ್ಟದ ತನಿಖೆ ನಡೆಸಬೇಕು. — [179, 305, 315, 344]
inset-column — [330, 176, 470, 566]
issue-date-text: 08 ಮೇ 2025 — [840, 83, 898, 94]
center-column — [172, 176, 322, 566]
facebook-link[interactable]: facebook.com/Suddi Moola — [690, 68, 812, 78]
portrait-photo-pair — [172, 176, 322, 254]
story-headline: ದೌರ್ಜನ್ಯ ಖಂಡಿಸಿ ದಲಿತ ಸಂಘಟನೆಗಳಿಂದ ಬೃಹತ್ ಪ್ರತಿಭಟನೆ — [704, 711, 890, 746]
story-body — [364, 768, 694, 888]
story-body — [592, 1180, 772, 1490]
body-text: ಪಹಲ್ಗಾಮ್‌ನಲ್ಲಿ ಉಗ್ರರ ದಾಳಿಯಿಂದ ಹಿಂದೂ ಪ್ರವಾಸಿಗರ ಹತ್ಯೆ ಹಾಗೂ ನೀಟ್ ಪರೀಕ್ಷೆಯಲ್ಲಿ ಹಿಂದೂ ವಿದ್ಯಾರ್ಥಿಗಳ ಜನಿವಾರ ತೆಗೆಸಿದ ಘಟನೆ ಖಂಡಿಸಿ ಪಟ್ಟಣದಲ್ಲಿ ವಿವಿಧ ಸಮಾಜದ ಮುಖಂಡರು ಪ್ರತಿಭಟನೆ ನಡೆಸಿದರು. ಪ್ರಭಾರಿಗಳು ಮಾತನಾಡಿ, ಜನಿವಾರ ತೆಗೆಸುವ ಮೂಲಕ ಧಾರ್ಮಿಕ ನಂಬಿಕೆಗೆ ಧಕ್ಕೆ ತರಲಾಗಿದೆ. ಇಂದು ಜನಿವಾರಕ್ಕೆ ಬಂದವರು ನಾಳೆ ಶಿವದಾರಕ್ಕೂ ಬರಬಹುದು ಎಚ್ಚರ ವಹಿಸಬೇಕು ಎಂದರು. ಯಜ್ಞೋಪವೀತ ಧರಿಸುವ ಸಮುದಾಯದವರ ಭಾವನೆಗಳಿಗೆ ಧಕ್ಕೆ ಆಗಿದೆ. ಸರ್ಕಾರ ತಪ್ಪಿತಸ್ಥರ ವಿರುದ್ಧ ಕ್ರಮ ಕೈಗೊಳ್ಳಬೇಕು ಎಂದು ಆಗ್ರಹಿಸಿದರು. ವಿವಿಧ ಸಮುದಾಯದ ಮುಖಂಡರು, ಯುವಕರು ಭಾಗವಹಿಸಿದ್ದರು. — [364, 768, 694, 827]
story-kicker: ಬಳಗಾನೂರು : ಪಹಲ್ಗಾಮ್‌ನಲ್ಲಿ ಹಿಂದೂ ಮೇಲಿನ ಹತ್ಯೆ ಖಂಡಿಸಿ, ನೀಟ್ ಪರೀಕ್ಷೆಯಲ್ಲಿ ಹಿಂದೂ ವಿದ್ಯಾರ್ಥಿಗಳ ಜನಿವಾರ ತೆಗೆಸಿದ ಘಟನೆ ಖಂಡಿಸಿ ಪ್ರತಿಭಟನೆ — [364, 711, 663, 736]
